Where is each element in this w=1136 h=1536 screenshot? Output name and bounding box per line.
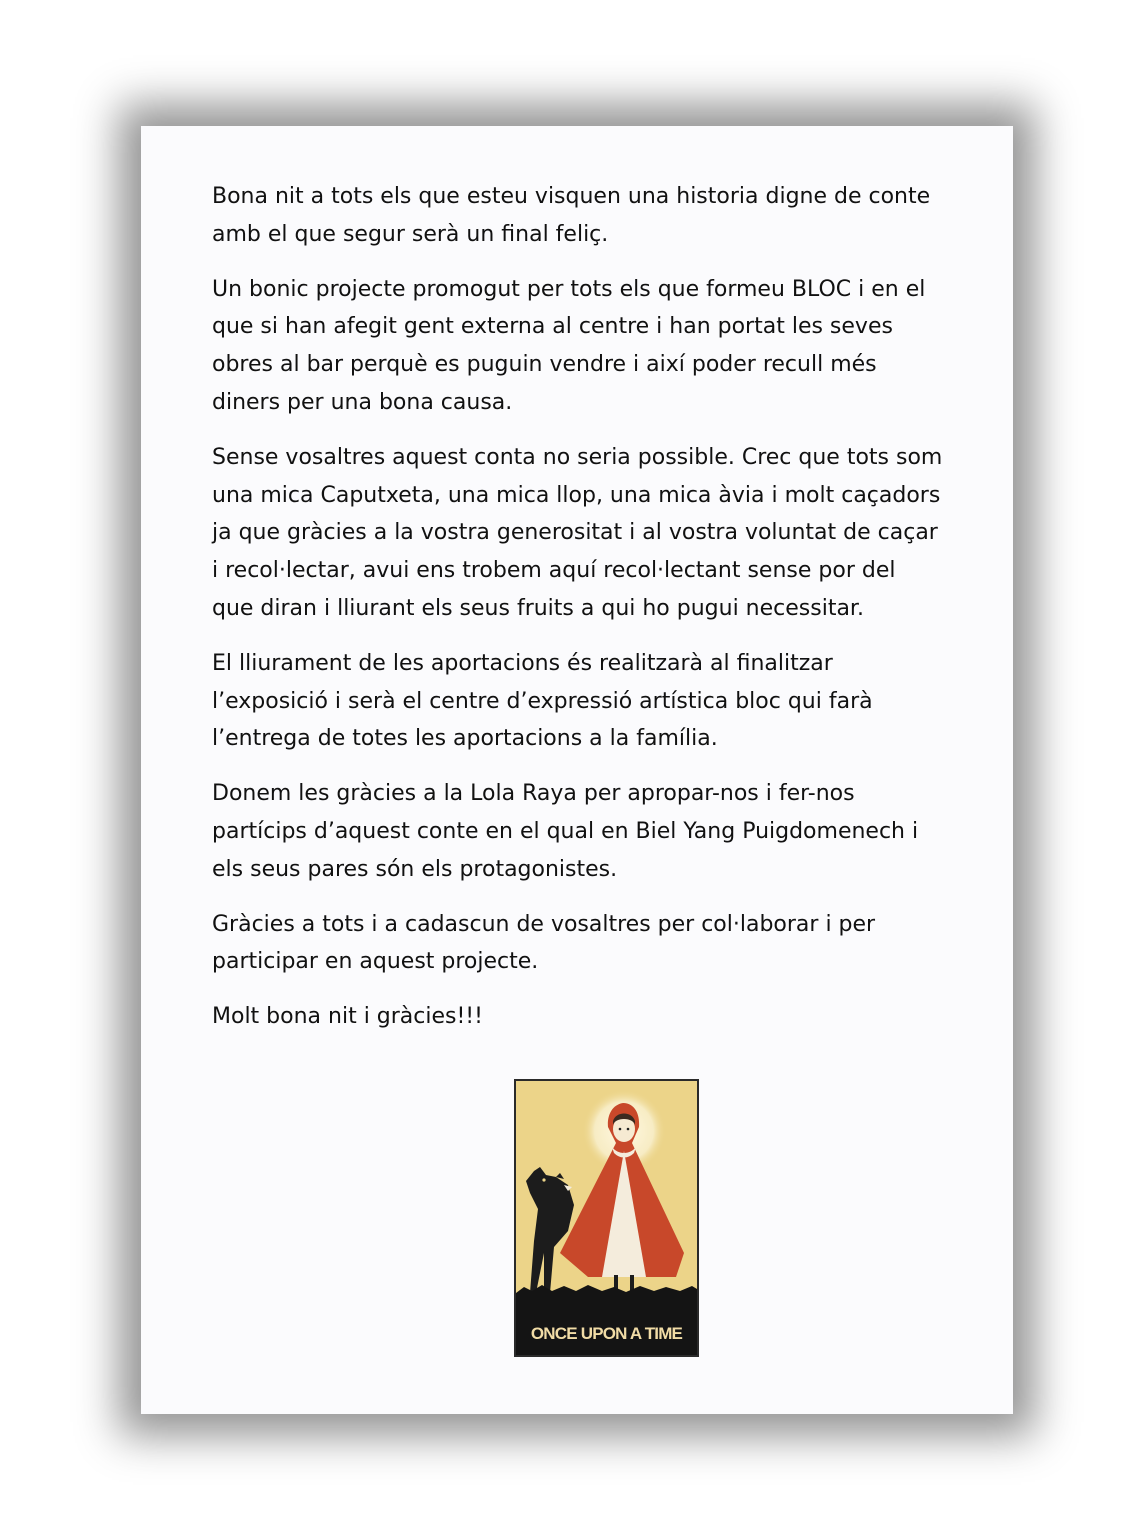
paragraph-thanks-collaborators: Sense vosaltres aquest conta no seria possible. Crec que tots som una mica Caputxeta, una mica llop, una mica àvia i molt caçadors ja que gràcies a la vostra generositat i al vostra voluntat de caçar i recol·lectar, avui ens trobem aquí recol·lectant sense por del que diran i lliurant els seus fruits a qui ho pugui necessitar. [212, 444, 943, 621]
paragraph-project: Un bonic projecte promogut per tots els que formeu BLOC i en el que si han afegit gent externa al centre i han portat les seves obres al bar perquè es puguin vendre i així poder recull més diners per una bona causa. [212, 276, 926, 415]
poster-caption: ONCE UPON A TIME [516, 1313, 697, 1355]
paragraph-greeting: Bona nit a tots els que esteu visquen una historia digne de conte amb el que segur serà un final feliç. [212, 184, 931, 247]
paragraph-delivery: El lliurament de les aportacions és realitzarà al finalitzar l’exposició i serà el centre d’expressió artística bloc qui farà l’entrega de totes les aportacions a la família. [212, 650, 873, 752]
red-riding-hood-poster [514, 1079, 699, 1357]
paragraph-closing: Molt bona nit i gràcies!!! [212, 1004, 483, 1030]
grass-ground [516, 1285, 697, 1313]
letter-body [212, 178, 952, 1053]
document-page [141, 126, 1013, 1414]
paragraph-acknowledgement: Donem les gràcies a la Lola Raya per apropar-nos i fer-nos partícips d’aquest conte en el qual en Biel Yang Puigdomenech i els seus pares són els protagonistes. [212, 781, 919, 882]
paragraph-gratitude: Gràcies a tots i a cadascun de vosaltres per col·laborar i per participar en aquest projecte. [212, 911, 876, 975]
